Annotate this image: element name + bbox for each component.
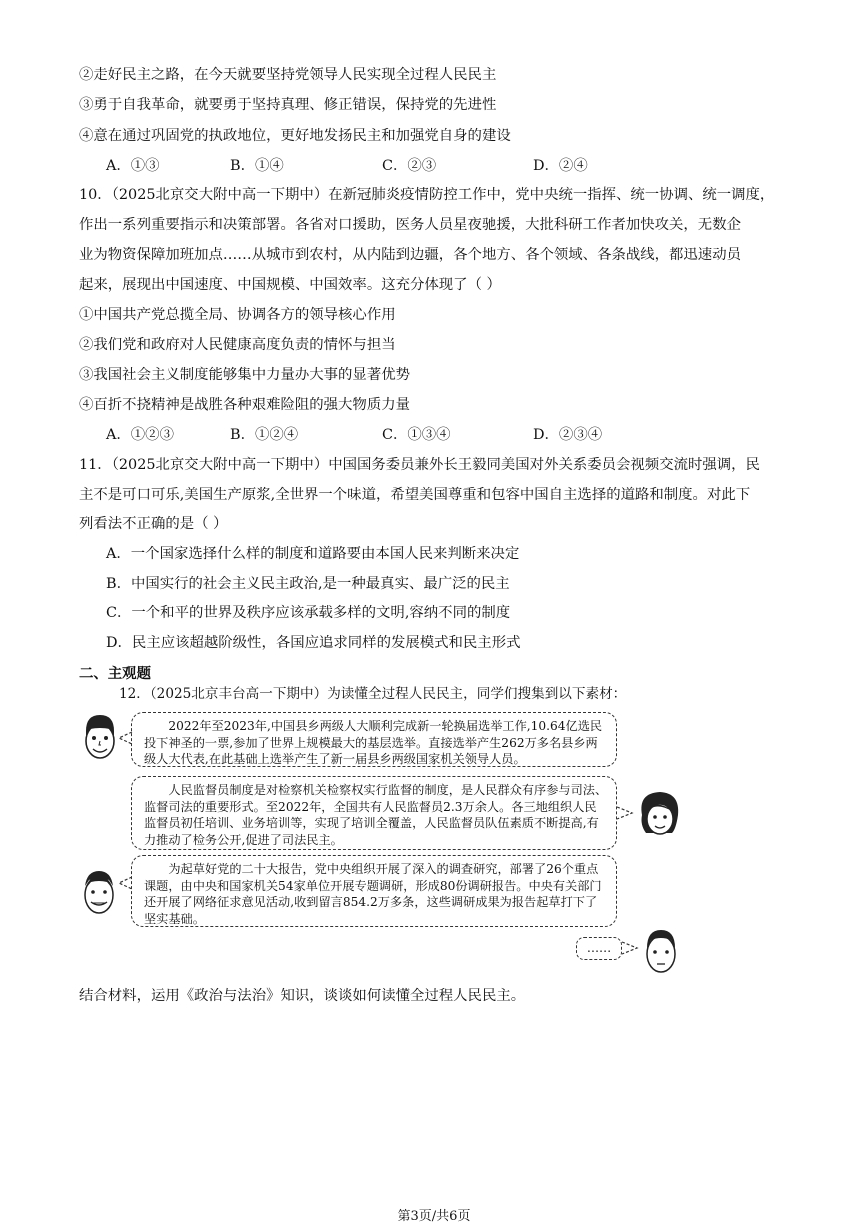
speech-bubble-supervisors — [131, 776, 617, 850]
q11-choice-d: D．民主应该超越阶级性，各国应追求同样的发展模式和民主形式 — [106, 635, 521, 651]
q11-choice-c: C．一个和平的世界及秩序应该承载多样的文明,容纳不同的制度 — [106, 605, 511, 621]
speech-bubble-elections — [131, 712, 617, 767]
q11-choice-a: A．一个国家选择什么样的制度和道路要由本国人民来判断来决定 — [106, 546, 520, 562]
q10-choice-d: D．②③④ — [533, 427, 603, 443]
q11-choice-b: B．中国实行的社会主义民主政治,是一种最真实、最广泛的民主 — [106, 576, 510, 592]
q10-option-2: ②我们党和政府对人民健康高度负责的情怀与担当 — [79, 337, 396, 353]
q10-option-1: ①中国共产党总揽全局、协调各方的领导核心作用 — [79, 307, 396, 323]
student-face-icon — [641, 926, 681, 980]
bubble-text-supervisors: 人民监督员制度是对检察机关检察权实行监督的制度，是人民群众有序参与司法、监督司法的重要形式。至2022年，全国共有人民监督员2.3万余人。各三地组织人民监督员初任培训、业务培训等，实现了培训全覆盖，人民监督员队伍素质不断提高,有力推动了检务公开,促进了司法民主。 — [144, 783, 608, 847]
girl-face-icon — [634, 789, 684, 845]
speech-bubble-report — [131, 855, 617, 927]
q10-stem-line-4: 起来，展现出中国速度、中国规模、中国效率。这充分体现了（ ） — [79, 277, 501, 293]
q10-choice-b: B．①②④ — [230, 427, 299, 443]
q12-task: 结合材料，运用《政治与法治》知识，谈谈如何读懂全过程人民民主。 — [79, 988, 526, 1004]
bubble-text-elections: 2022年至2023年,中国县乡两级人大顺利完成新一轮换届选举工作,10.64亿选民投下神圣的一票,参加了世界上规模最大的基层选举。直接选举产生262万多名县乡两级人大代表,在此基础上选举产生了新一届县乡两级国家机关领导人员。 — [144, 719, 603, 767]
q10-choice-c: C．①③④ — [382, 427, 451, 443]
q10-stem-line-2: 作出一系列重要指示和决策部署。各省对口援助，医务人员星夜驰援，大批科研工作者加快攻关，无数企 — [79, 217, 741, 233]
q10-option-3: ③我国社会主义制度能够集中力量办大事的显著优势 — [79, 367, 410, 383]
q10-stem-line-1: 10．（2025北京交大附中高一下期中）在新冠肺炎疫情防控工作中，党中央统一指挥、统一协调、统一调度， — [79, 187, 775, 203]
q11-stem-line-1: 11．（2025北京交大附中高一下期中）中国国务委员兼外长王毅同美国对外关系委员会视频交流时强调，民 — [79, 457, 760, 473]
section-heading: 二、主观题 — [79, 666, 151, 682]
q9-choice-b: B．①④ — [230, 158, 284, 174]
q10-stem-line-3: 业为物资保障加班加点……从城市到农村，从内陆到边疆，各个地方、各个领域、各条战线，都迅速动员 — [79, 247, 741, 263]
q11-stem-line-2: 主不是可口可乐,美国生产原浆,全世界一个味道，希望美国尊重和包容中国自主选择的道路和制度。对此下 — [79, 487, 751, 503]
q9-choice-a: A．①③ — [106, 158, 160, 174]
q9-choice-d: D．②④ — [533, 158, 588, 174]
bubble-pointer-icon — [616, 803, 634, 823]
boy-face-icon — [79, 868, 119, 922]
bubble-pointer-icon — [117, 728, 133, 748]
q9-option-2: ②走好民主之路，在今天就要坚持党领导人民实现全过程人民民主 — [79, 67, 497, 83]
q9-choice-c: C．②③ — [382, 158, 437, 174]
speech-bubble-ellipsis — [576, 937, 622, 960]
bubble-text-report: 为起草好党的二十大报告，党中央组织开展了深入的调查研究，部署了26个重点课题，由中央和国家机关54家单位开展专题调研，形成80份调研报告。中央有关部门还开展了网络征求意见活动,收到留言854.2万多条，这些调研成果为报告起草打下了坚实基础。 — [144, 862, 602, 926]
q9-option-4: ④意在通过巩固党的执政地位，更好地发扬民主和加强党自身的建设 — [79, 128, 511, 144]
q11-stem-line-3: 列看法不正确的是（ ） — [79, 516, 228, 532]
q12-stem: 12．（2025北京丰台高一下期中）为读懂全过程人民民主，同学们搜集到以下素材： — [119, 686, 627, 702]
bubble-pointer-icon — [621, 938, 639, 958]
q9-option-3: ③勇于自我革命，就要勇于坚持真理、修正错误，保持党的先进性 — [79, 97, 497, 113]
student-face-icon — [80, 713, 120, 767]
bubble-text-ellipsis: …… — [586, 941, 612, 955]
q10-choice-a: A．①②③ — [106, 427, 174, 443]
page-number: 第3页/共6页 — [397, 1209, 471, 1224]
q10-option-4: ④百折不挠精神是战胜各种艰难险阻的强大物质力量 — [79, 397, 410, 413]
